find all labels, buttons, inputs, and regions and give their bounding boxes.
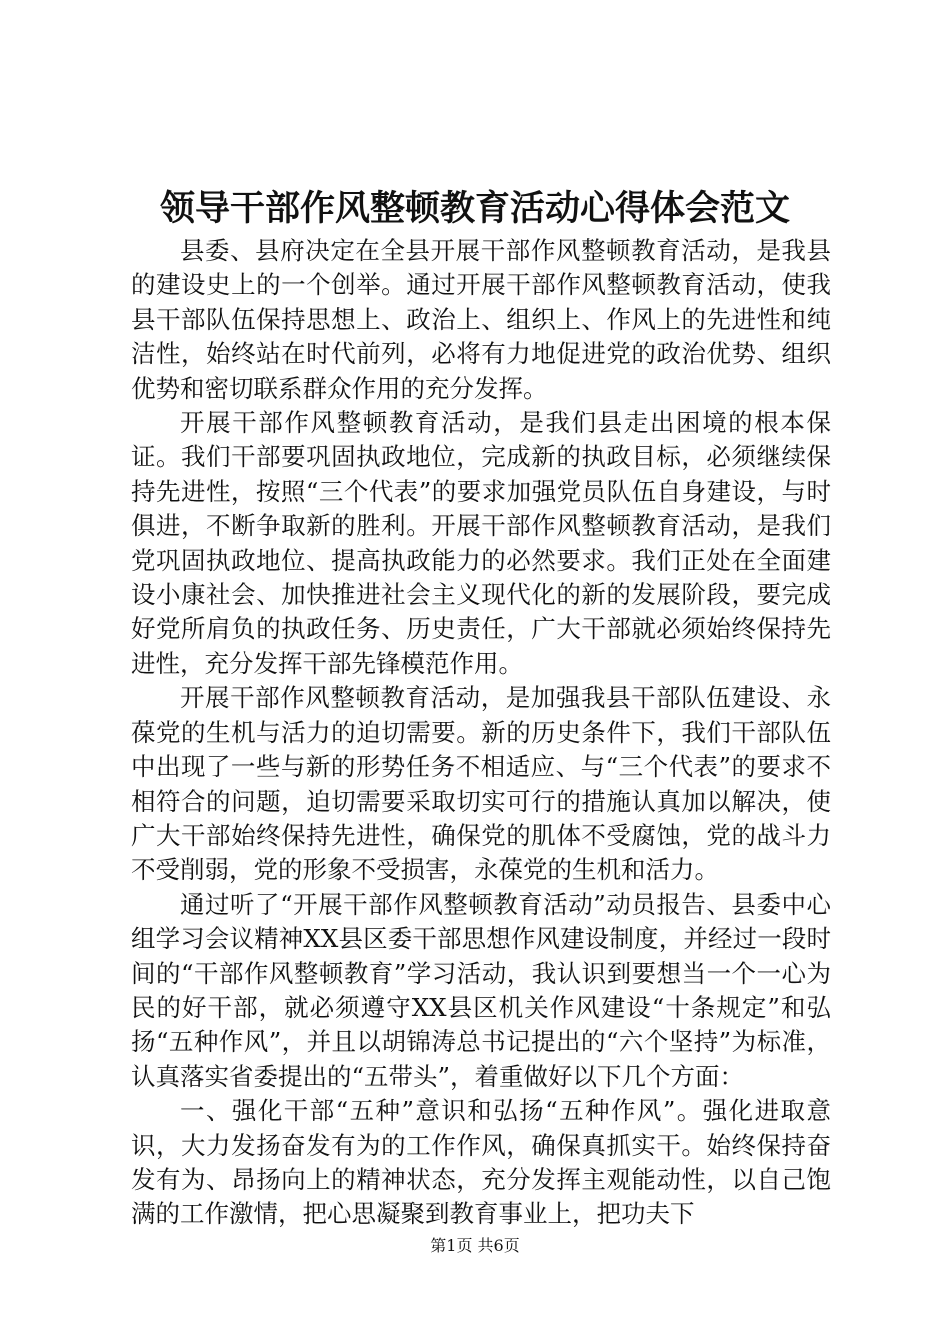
paragraph-4: 通过听了“开展干部作风整顿教育活动”动员报告、县委中心组学习会议精神XX县区委干部思想作风建设制度，并经过一段时间的“干部作风整顿教育”学习活动，我认识到要想当一个一心为民的好干部，就必须遵守XX县区机关作风建设“十条规定”和弘扬“五种作风”，并且以胡锦涛总书记提出的“六个坚持”为标准，认真落实省委提出的“五带头”，着重做好以下几个方面： [131,889,831,1091]
paragraph-5: 一、强化干部“五种”意识和弘扬“五种作风”。强化进取意识，大力发扬奋发有为的工作作风，确保真抓实干。始终保持奋发有为、昂扬向上的精神状态，充分发挥主观能动性，以自己饱满的工作激情，把心思凝聚到教育事业上，把功夫下 [131,1096,831,1229]
page-number-footer: 第1页 共6页 [430,1236,520,1255]
paragraph-2: 开展干部作风整顿教育活动，是我们县走出困境的根本保证。我们干部要巩固执政地位，完成新的执政目标，必须继续保持先进性，按照“三个代表”的要求加强党员队伍自身建设，与时俱进，不断争取新的胜利。开展干部作风整顿教育活动，是我们党巩固执政地位、提高执政能力的必然要求。我们正处在全面建设小康社会、加快推进社会主义现代化的新的发展阶段，要完成好党所肩负的执政任务、历史责任，广大干部就必须始终保持先进性，充分发挥干部先锋模范作用。 [131,408,831,678]
document-body [131,234,831,1232]
paragraph-3: 开展干部作风整顿教育活动，是加强我县干部队伍建设、永葆党的生机与活力的迫切需要。新的历史条件下，我们干部队伍中出现了一些与新的形势任务不相适应、与“三个代表”的要求不相符合的问题，迫切需要采取切实可行的措施认真加以解决，使广大干部始终保持先进性，确保党的肌体不受腐蚀，党的战斗力不受削弱，党的形象不受损害，永葆党的生机和活力。 [131,683,831,885]
paragraph-1: 县委、县府决定在全县开展干部作风整顿教育活动，是我县的建设史上的一个创举。通过开展干部作风整顿教育活动，使我县干部队伍保持思想上、政治上、组织上、作风上的先进性和纯洁性，始终站在时代前列，必将有力地促进党的政治优势、组织优势和密切联系群众作用的充分发挥。 [131,236,831,403]
document-title: 领导干部作风整顿教育活动心得体会范文 [159,188,790,229]
